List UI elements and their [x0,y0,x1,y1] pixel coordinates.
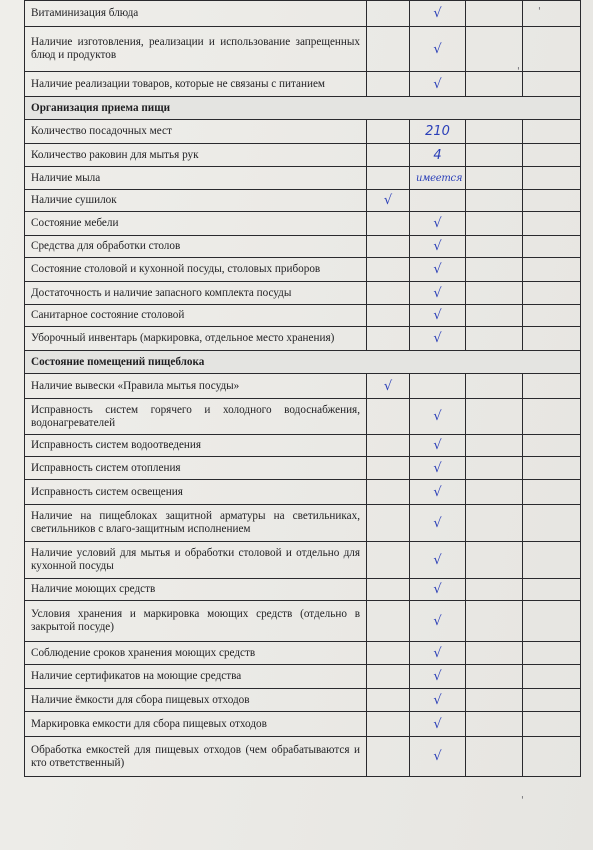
empty-cell [523,642,581,665]
empty-cell [466,712,523,737]
table-row [25,505,581,542]
criterion-label: Состояние мебели [25,212,367,236]
empty-cell [523,505,581,542]
handwritten-mark: √ [410,399,466,435]
empty-cell [367,72,410,97]
table-row [25,399,581,435]
handwritten-mark: √ [410,236,466,258]
empty-cell [466,457,523,480]
checklist-table [24,0,581,777]
criterion-label: Исправность систем горячего и холодного водоснабжения, водонагревателей [25,399,367,435]
table-row [25,374,581,399]
empty-cell [367,579,410,601]
table-row [25,737,581,777]
empty-cell [523,258,581,282]
table-row [25,542,581,579]
table-row [25,72,581,97]
empty-cell [466,505,523,542]
empty-cell [466,480,523,505]
empty-cell [523,120,581,144]
criterion-label: Условия хранения и маркировка моющих средств (отдельно в закрытой посуде) [25,601,367,642]
empty-cell [466,258,523,282]
section-title: Состояние помещений пищеблока [25,351,581,374]
criterion-label: Состояние столовой и кухонной посуды, столовых приборов [25,258,367,282]
section-header [25,97,581,120]
empty-cell [367,327,410,351]
empty-cell [523,457,581,480]
table-row [25,120,581,144]
criterion-label: Достаточность и наличие запасного комплекта посуды [25,282,367,305]
empty-cell [523,435,581,457]
criterion-label: Наличие условий для мытья и обработки столовой и отдельно для кухонной посуды [25,542,367,579]
empty-cell [466,212,523,236]
handwritten-mark: √ [410,542,466,579]
empty-cell [466,120,523,144]
criterion-label: Количество посадочных мест [25,120,367,144]
criterion-label: Витаминизация блюда [25,1,367,27]
handwritten-mark: √ [410,505,466,542]
table-row [25,144,581,167]
table-row [25,689,581,712]
empty-cell [466,305,523,327]
criterion-label: Обработка емкостей для пищевых отходов (чем обрабатываются и кто ответственный) [25,737,367,777]
handwritten-mark: 210 [410,120,466,144]
criterion-label: Исправность систем водоотведения [25,435,367,457]
empty-cell [466,1,523,27]
empty-cell [466,167,523,190]
empty-cell [523,144,581,167]
table-row [25,282,581,305]
empty-cell [466,737,523,777]
table-row [25,1,581,27]
handwritten-mark: √ [410,457,466,480]
table-row [25,712,581,737]
criterion-label: Наличие на пищеблоках защитной арматуры на светильниках, светильников с влаго-защитным исполнением [25,505,367,542]
empty-cell [466,27,523,72]
empty-cell [523,737,581,777]
criterion-label: Уборочный инвентарь (маркировка, отдельное место хранения) [25,327,367,351]
criterion-label: Средства для обработки столов [25,236,367,258]
table-row [25,457,581,480]
empty-cell [367,120,410,144]
handwritten-mark: √ [410,27,466,72]
empty-cell [367,167,410,190]
empty-cell [523,665,581,689]
empty-cell [466,689,523,712]
handwritten-mark: √ [367,374,410,399]
empty-cell [466,435,523,457]
empty-cell [466,642,523,665]
handwritten-mark: √ [410,305,466,327]
empty-cell [523,190,581,212]
empty-cell [523,480,581,505]
empty-cell [523,399,581,435]
empty-cell [367,642,410,665]
empty-cell [367,689,410,712]
empty-cell [523,374,581,399]
criterion-label: Наличие моющих средств [25,579,367,601]
handwritten-mark: √ [410,1,466,27]
empty-cell [367,399,410,435]
empty-cell [523,212,581,236]
empty-cell [367,305,410,327]
empty-cell [523,305,581,327]
handwritten-mark: √ [410,712,466,737]
empty-cell [523,579,581,601]
handwritten-mark: √ [410,435,466,457]
empty-cell [523,282,581,305]
criterion-label: Наличие реализации товаров, которые не связаны с питанием [25,72,367,97]
checklist-rows [25,1,581,777]
criterion-label: Количество раковин для мытья рук [25,144,367,167]
handwritten-mark: √ [367,190,410,212]
criterion-label: Наличие сертификатов на моющие средства [25,665,367,689]
criterion-label: Исправность систем освещения [25,480,367,505]
empty-cell [367,505,410,542]
handwritten-mark: √ [410,665,466,689]
empty-cell [466,144,523,167]
section-header [25,351,581,374]
table-row [25,579,581,601]
criterion-label: Исправность систем отопления [25,457,367,480]
empty-cell [367,282,410,305]
criterion-label: Санитарное состояние столовой [25,305,367,327]
table-row [25,190,581,212]
empty-cell [367,144,410,167]
handwritten-mark: √ [410,258,466,282]
table-row [25,167,581,190]
criterion-label: Наличие сушилок [25,190,367,212]
handwritten-mark: √ [410,282,466,305]
empty-cell [523,27,581,72]
empty-cell [367,435,410,457]
table-row [25,27,581,72]
empty-cell [367,665,410,689]
empty-cell [466,327,523,351]
table-row [25,236,581,258]
empty-cell [367,712,410,737]
empty-cell [410,374,466,399]
empty-cell [523,542,581,579]
empty-cell [367,601,410,642]
handwritten-mark: √ [410,737,466,777]
pen-tick: ' [517,66,520,77]
handwritten-mark: √ [410,72,466,97]
empty-cell [466,190,523,212]
table-row [25,665,581,689]
handwritten-mark: √ [410,601,466,642]
empty-cell [523,601,581,642]
handwritten-mark: √ [410,689,466,712]
empty-cell [410,190,466,212]
handwritten-mark: 4 [410,144,466,167]
empty-cell [466,579,523,601]
empty-cell [367,457,410,480]
section-title: Организация приема пищи [25,97,581,120]
empty-cell [367,542,410,579]
empty-cell [367,480,410,505]
pen-tick: ' [538,6,541,17]
empty-cell [523,236,581,258]
empty-cell [523,72,581,97]
criterion-label: Соблюдение сроков хранения моющих средств [25,642,367,665]
empty-cell [466,542,523,579]
empty-cell [367,258,410,282]
table-row [25,601,581,642]
handwritten-mark: √ [410,212,466,236]
table-row [25,327,581,351]
table-row [25,435,581,457]
empty-cell [523,1,581,27]
pen-tick: ' [521,795,524,806]
handwritten-mark: √ [410,327,466,351]
criterion-label: Наличие вывески «Правила мытья посуды» [25,374,367,399]
empty-cell [466,399,523,435]
empty-cell [367,737,410,777]
empty-cell [523,167,581,190]
handwritten-mark: имеется [410,167,466,190]
criterion-label: Наличие ёмкости для сбора пищевых отходов [25,689,367,712]
empty-cell [367,236,410,258]
empty-cell [367,1,410,27]
criterion-label: Маркировка емкости для сбора пищевых отходов [25,712,367,737]
empty-cell [466,665,523,689]
empty-cell [466,374,523,399]
table-row [25,480,581,505]
empty-cell [466,282,523,305]
table-row [25,305,581,327]
criterion-label: Наличие мыла [25,167,367,190]
handwritten-mark: √ [410,480,466,505]
handwritten-mark: √ [410,579,466,601]
empty-cell [523,327,581,351]
criterion-label: Наличие изготовления, реализации и использование запрещенных блюд и продуктов [25,27,367,72]
empty-cell [466,601,523,642]
empty-cell [466,72,523,97]
empty-cell [367,212,410,236]
handwritten-mark: √ [410,642,466,665]
empty-cell [367,27,410,72]
table-row [25,212,581,236]
empty-cell [523,712,581,737]
table-row [25,642,581,665]
table-row [25,258,581,282]
empty-cell [523,689,581,712]
empty-cell [466,236,523,258]
